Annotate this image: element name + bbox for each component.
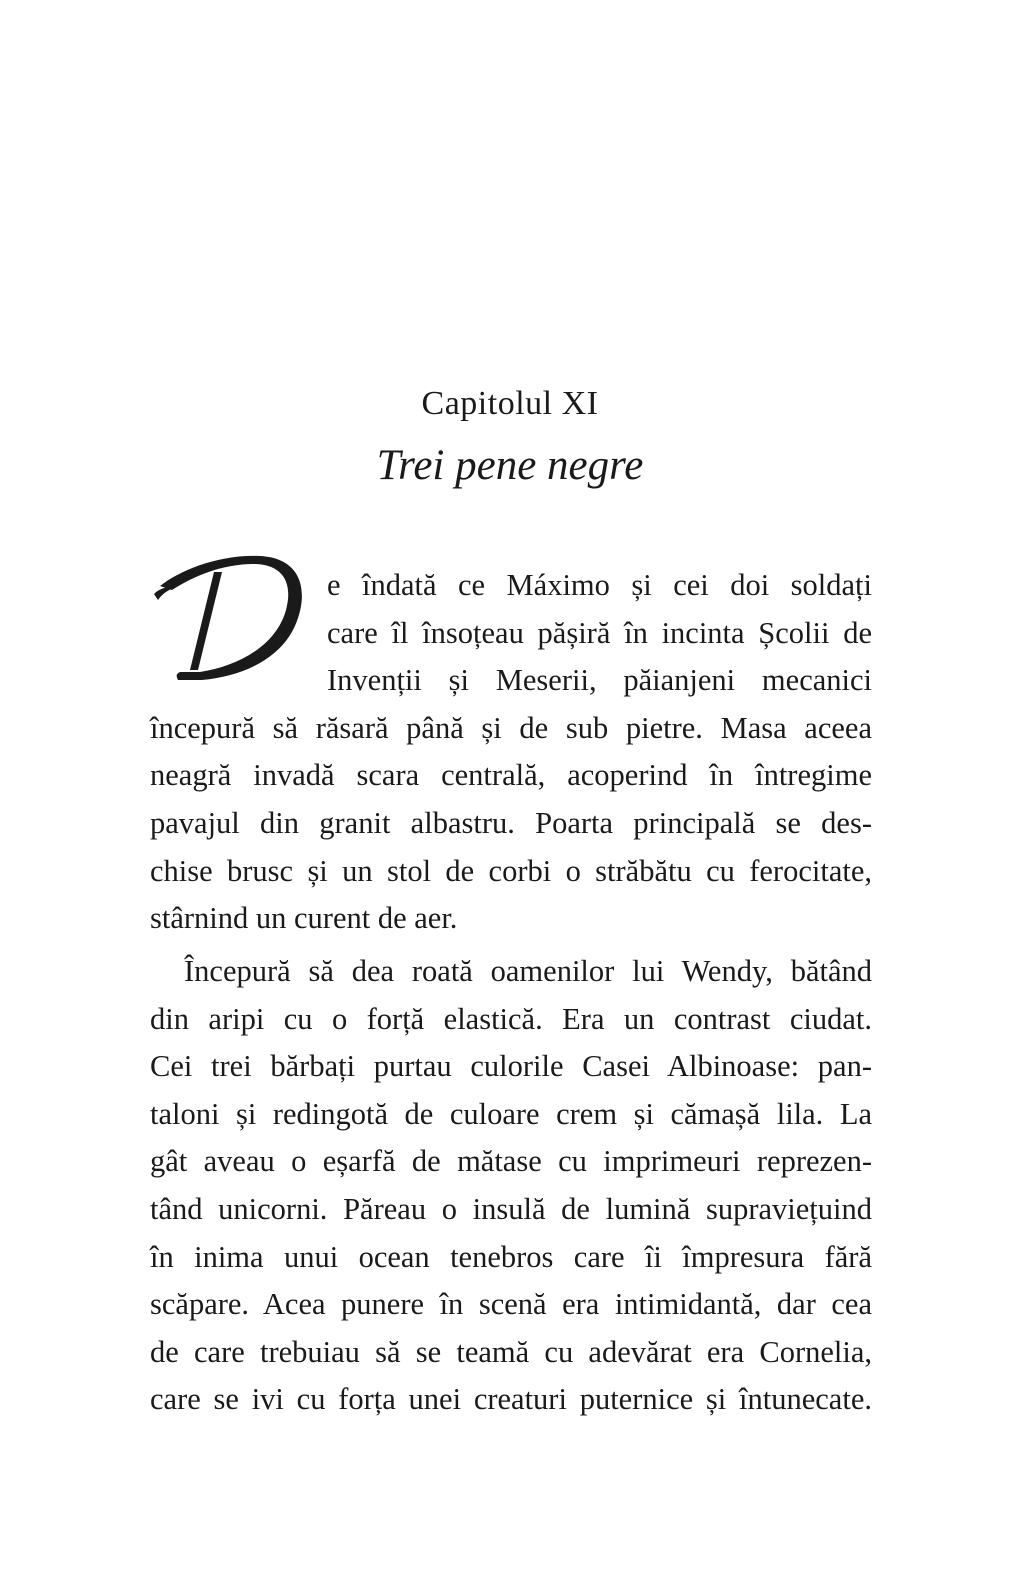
paragraph-line: chise brusc și un stol de corbi o străbătu cu ferocitate, [150,853,872,888]
paragraph-line: care se ivi cu forța unei creaturi puternice și întunecate. [150,1382,872,1417]
paragraph-line: scăpare. Acea punere în scenă era intimidantă, dar cea [150,1287,872,1322]
chapter-label: Capitolul XI [421,385,599,422]
paragraph-line: gât aveau o eșarfă de mătase cu imprimeuri reprezen- [150,1144,872,1179]
paragraph-line: neagră invadă scara centrală, acoperind în întregime [150,758,872,793]
paragraph-line: Începură să dea roată oamenilor lui Wendy, bătând [184,954,872,988]
paragraph-line: e îndată ce Máximo și cei doi soldați [327,568,872,602]
paragraph-line: din aripi cu o forță elastică. Era un contrast ciudat. [150,1001,872,1036]
paragraph-line: de care trebuiau să se teamă cu adevărat era Cornelia, [150,1334,872,1369]
paragraph-1 [150,562,872,943]
chapter-title: Trei pene negre [376,442,644,489]
paragraph-line: pavajul din granit albastru. Poarta principală se des- [150,805,872,840]
paragraph-line: începură să răsară până și de sub pietre. Masa aceea [150,710,872,745]
paragraph-line: Invenții și Meserii, păianjeni mecanici [327,663,872,698]
paragraph-2 [150,948,872,1424]
paragraph-line: stârnind un curent de aer. [150,901,458,936]
paragraph-line: taloni și redingotă de culoare crem și cămașă lila. La [150,1096,872,1131]
paragraph-line: tând unicorni. Păreau o insulă de lumină supraviețuind [150,1191,872,1226]
paragraph-line: Cei trei bărbați purtau culorile Casei Albinoase: pan- [150,1049,872,1084]
paragraph-line: care îl însoțeau pășiră în incinta Școlii de [327,615,872,650]
paragraph-line: în inima unui ocean tenebros care îi împresura fără [150,1239,872,1274]
